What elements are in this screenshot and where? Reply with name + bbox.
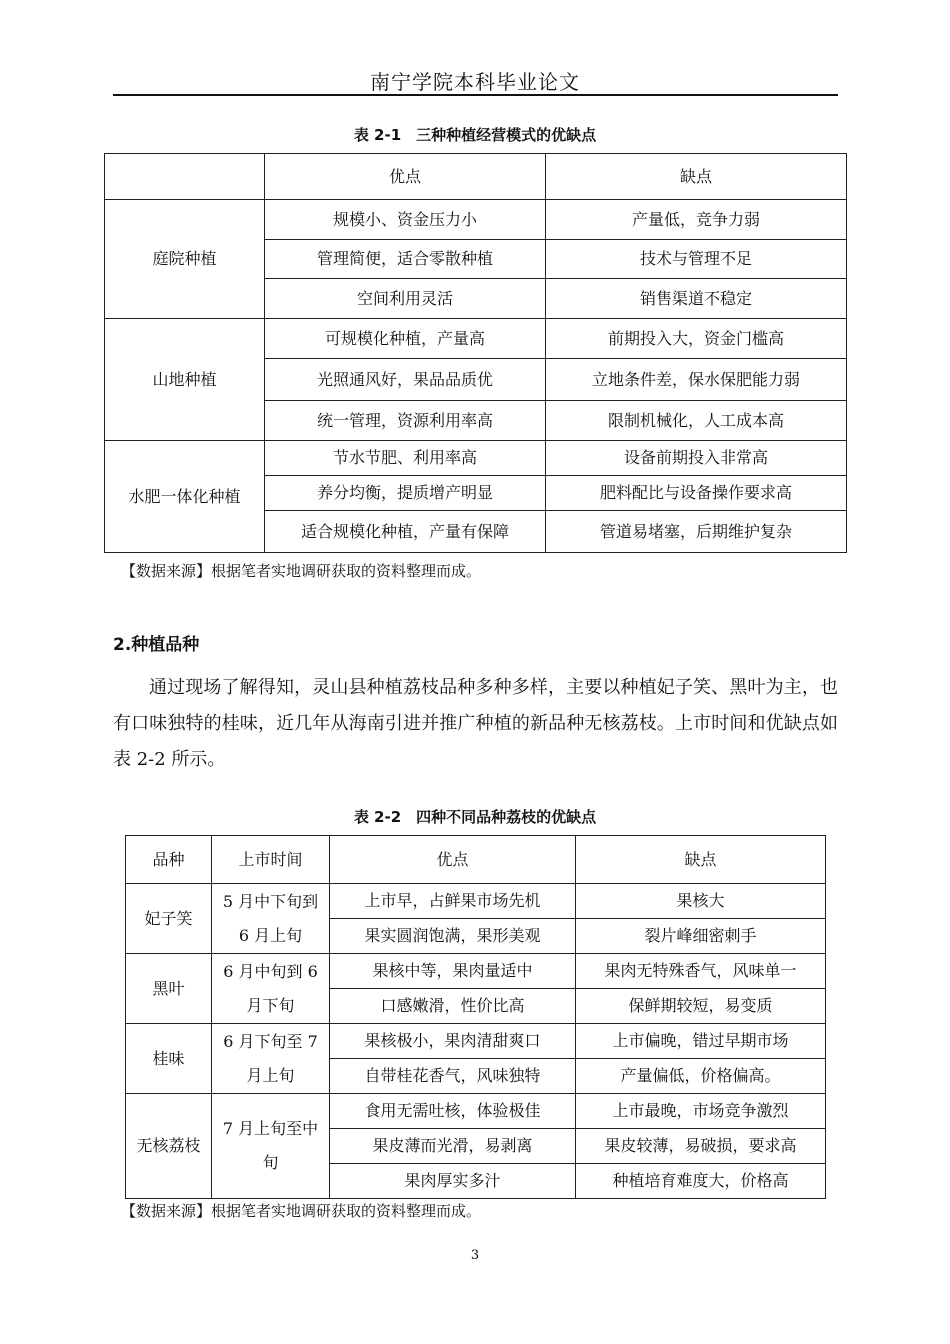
header-rule: [113, 94, 838, 96]
table2-header-cell: 品种: [126, 836, 212, 884]
con-cell: 产量偏低，价格偏高。: [576, 1059, 826, 1094]
pro-cell: 上市早，占鲜果市场先机: [330, 884, 576, 919]
pro-cell: 管理简便，适合零散种植: [265, 240, 546, 279]
body-paragraph: 通过现场了解得知，灵山县种植荔枝品种多种多样，主要以种植妃子笑、黑叶为主，也有口味独特的桂味，近几年从海南引进并推广种植的新品种无核荔枝。上市时间和优缺点如表 2-2 所示。: [113, 677, 838, 770]
table2-header-cell: 缺点: [576, 836, 826, 884]
variety-cell: 黑叶: [126, 954, 212, 1024]
time-cell: 5 月中下旬到 6 月上旬: [212, 884, 330, 954]
con-cell: 管道易堵塞，后期维护复杂: [546, 511, 847, 553]
mode-cell: 庭院种植: [105, 200, 265, 319]
con-cell: 限制机械化，人工成本高: [546, 401, 847, 441]
mode-cell: 山地种植: [105, 319, 265, 441]
con-cell: 设备前期投入非常高: [546, 441, 847, 476]
con-cell: 果核大: [576, 884, 826, 919]
time-cell: 6 月中旬到 6 月下旬: [212, 954, 330, 1024]
con-cell: 肥料配比与设备操作要求高: [546, 476, 847, 511]
table-row: [105, 441, 847, 476]
pro-cell: 果实圆润饱满，果形美观: [330, 919, 576, 954]
con-cell: 种植培育难度大，价格高: [576, 1164, 826, 1199]
page-number: 3: [470, 1248, 480, 1263]
pro-cell: 可规模化种植，产量高: [265, 319, 546, 359]
page-header-title: 南宁学院本科毕业论文: [370, 70, 580, 94]
table-row: [126, 954, 826, 989]
con-cell: 裂片峰细密刺手: [576, 919, 826, 954]
time-cell: 7 月上旬至中旬: [212, 1094, 330, 1199]
section-heading: 2.种植品种: [113, 635, 200, 655]
variety-cell: 无核荔枝: [126, 1094, 212, 1199]
pro-cell: 适合规模化种植，产量有保障: [265, 511, 546, 553]
table1-header-cell: [105, 154, 265, 200]
pro-cell: 空间利用灵活: [265, 279, 546, 319]
pro-cell: 统一管理，资源利用率高: [265, 401, 546, 441]
table2-header-row: [126, 836, 826, 884]
table-row: [105, 200, 847, 240]
pro-cell: 养分均衡，提质增产明显: [265, 476, 546, 511]
pro-cell: 节水节肥、利用率高: [265, 441, 546, 476]
table-row: [126, 884, 826, 919]
con-cell: 销售渠道不稳定: [546, 279, 847, 319]
time-cell: 6 月下旬至 7 月上旬: [212, 1024, 330, 1094]
con-cell: 上市偏晚，错过早期市场: [576, 1024, 826, 1059]
pro-cell: 规模小、资金压力小: [265, 200, 546, 240]
table-row: [126, 1094, 826, 1129]
con-cell: 上市最晚，市场竞争激烈: [576, 1094, 826, 1129]
table-row: [126, 1024, 826, 1059]
table1-caption: 表 2-1 三种种植经营模式的优缺点: [353, 126, 597, 144]
table2: [125, 835, 826, 1199]
con-cell: 保鲜期较短，易变质: [576, 989, 826, 1024]
table2-header-cell: 上市时间: [212, 836, 330, 884]
table1: [104, 153, 847, 553]
con-cell: 产量低，竞争力弱: [546, 200, 847, 240]
pro-cell: 自带桂花香气，风味独特: [330, 1059, 576, 1094]
con-cell: 果皮较薄，易破损，要求高: [576, 1129, 826, 1164]
con-cell: 果肉无特殊香气，风味单一: [576, 954, 826, 989]
table1-header-row: [105, 154, 847, 200]
con-cell: 前期投入大，资金门槛高: [546, 319, 847, 359]
table-row: [105, 319, 847, 359]
pro-cell: 光照通风好，果品品质优: [265, 359, 546, 401]
table1-header-cell: 缺点: [546, 154, 847, 200]
pro-cell: 食用无需吐核，体验极佳: [330, 1094, 576, 1129]
table2-header-cell: 优点: [330, 836, 576, 884]
pro-cell: 口感嫩滑，性价比高: [330, 989, 576, 1024]
variety-cell: 妃子笑: [126, 884, 212, 954]
pro-cell: 果肉厚实多汁: [330, 1164, 576, 1199]
table1-source-note: 【数据来源】根据笔者实地调研获取的资料整理而成。: [121, 562, 482, 580]
mode-cell: 水肥一体化种植: [105, 441, 265, 553]
table2-caption: 表 2-2 四种不同品种荔枝的优缺点: [353, 808, 597, 826]
con-cell: 立地条件差，保水保肥能力弱: [546, 359, 847, 401]
pro-cell: 果核中等，果肉量适中: [330, 954, 576, 989]
con-cell: 技术与管理不足: [546, 240, 847, 279]
variety-cell: 桂味: [126, 1024, 212, 1094]
table2-source-note: 【数据来源】根据笔者实地调研获取的资料整理而成。: [121, 1202, 482, 1220]
pro-cell: 果核极小，果肉清甜爽口: [330, 1024, 576, 1059]
pro-cell: 果皮薄而光滑，易剥离: [330, 1129, 576, 1164]
table1-header-cell: 优点: [265, 154, 546, 200]
